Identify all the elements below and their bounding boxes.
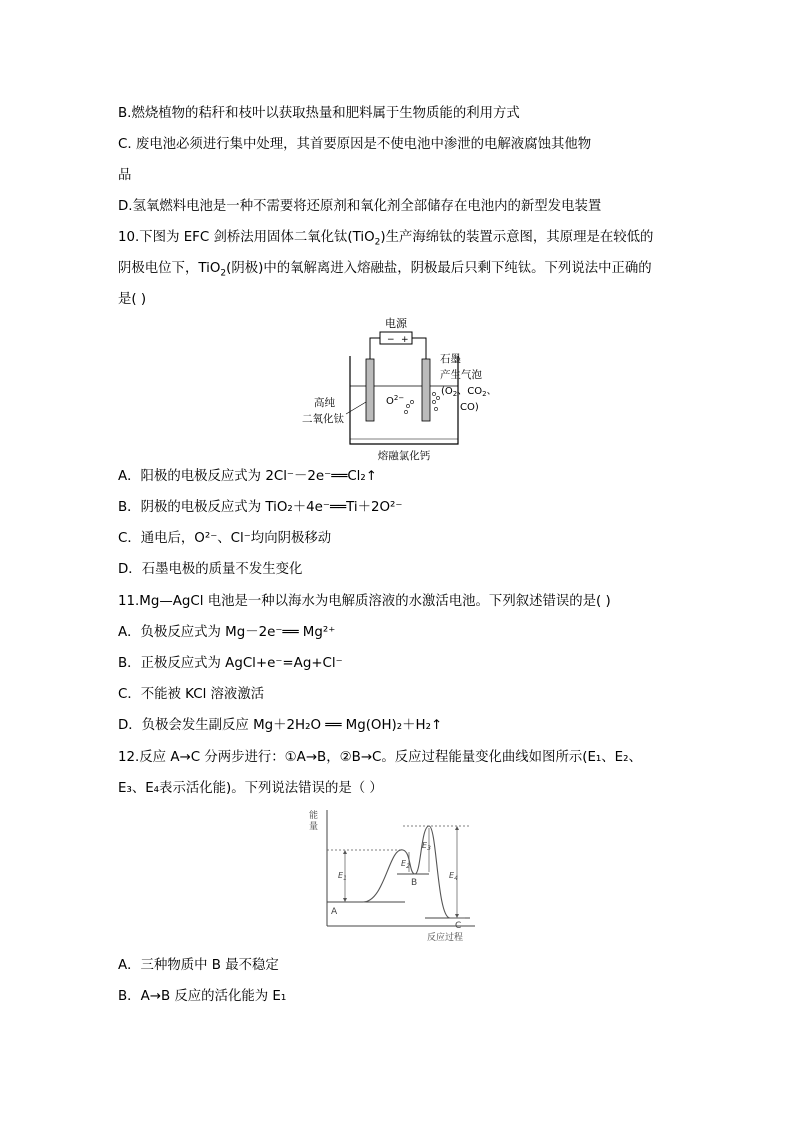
cathode-leader <box>346 402 366 414</box>
electrolysis-figure <box>300 314 500 464</box>
y-axis-label-1: 能 <box>309 811 319 821</box>
q10-option-a: A．阳极的电极反应式为 2Cl⁻－2e⁻══Cl₂↑ <box>118 469 377 484</box>
anode-graphite <box>422 359 430 421</box>
gases-label-line1: ($O_2$、$CO_2$、 <box>441 386 497 398</box>
e4-label: $E_4$ <box>449 871 458 882</box>
q12-option-b: B．A→B 反应的活化能为 E₁ <box>118 989 287 1004</box>
gases-label-line2: CO) <box>460 402 479 413</box>
melt-label: 熔融氯化钙 <box>377 450 431 462</box>
bubbles-label: 产生气泡 <box>440 369 482 381</box>
e2-label: $E_2$ <box>401 859 410 870</box>
minus-sign: − <box>387 335 395 345</box>
option-c-prev-line1: C. 废电池必须进行集中处理，其首要原因是不使电池中渗泄的电解液腐蚀其他物 <box>118 137 592 152</box>
bubble <box>404 410 407 413</box>
q10-stem-line3: 是( ) <box>118 292 147 307</box>
bubble <box>436 396 439 399</box>
q10-option-d: D．石墨电极的质量不发生变化 <box>118 562 303 577</box>
q11-option-d: D．负极会发生副反应 Mg＋2H₂O ══ Mg(OH)₂＋H₂↑ <box>118 718 443 733</box>
q11-option-b: B．正极反应式为 AgCl+e⁻=Ag+Cl⁻ <box>118 656 343 671</box>
bubble <box>432 400 435 403</box>
option-b-prev: B.燃烧植物的秸秆和枝叶以获取热量和肥料属于生物质能的利用方式 <box>118 106 520 121</box>
e3-label: $E_3$ <box>422 841 431 852</box>
power-label: 电源 <box>385 317 407 330</box>
q12-stem-line2: E₃、E₄表示活化能)。下列说法错误的是（ ） <box>118 781 383 796</box>
wire-right <box>412 338 426 362</box>
option-c-prev-line2: 品 <box>118 168 132 183</box>
species-c-label: C <box>455 921 462 931</box>
bubble <box>434 407 437 410</box>
q10-option-c: C．通电后，O²⁻、Cl⁻均向阴极移动 <box>118 531 332 546</box>
species-b-label: B <box>411 878 418 888</box>
x-axis-label: 反应过程 <box>427 933 464 943</box>
y-axis-label-2: 量 <box>309 822 319 832</box>
q12-stem-line1: 12.反应 A→C 分两步进行：①A→B，②B→C。反应过程能量变化曲线如图所示(E₁、E₂、 <box>118 750 642 765</box>
e1-label: $E_1$ <box>338 871 347 882</box>
q11-option-c: C．不能被 KCl 溶液激活 <box>118 687 265 702</box>
graphite-label: 石墨 <box>440 353 461 365</box>
cathode-tio2 <box>366 359 374 421</box>
bubble <box>432 392 435 395</box>
q10-stem-line2: 阴极电位下，TiO$_2$(阴极)中的氧解离进入熔融盐，阴极最后只剩下纯钛。下列说法中正确的 <box>118 261 652 279</box>
energy-diagram <box>305 806 495 946</box>
q11-option-a: A．负极反应式为 Mg－2e⁻══ Mg²⁺ <box>118 625 336 640</box>
q10-stem-line1: 10.下图为 EFC 剑桥法用固体二氧化钛(TiO$_2$)生产海绵钛的装置示意图，其原理是在较低的 <box>118 230 654 248</box>
species-a-label: A <box>331 907 338 917</box>
bubble <box>410 400 413 403</box>
ion-label: $O^{2-}$ <box>386 394 405 407</box>
cathode-label-line2: 二氧化钛 <box>302 413 344 425</box>
bubble <box>406 404 409 407</box>
cathode-label-line1: 高纯 <box>314 397 335 409</box>
plus-sign: + <box>401 335 409 345</box>
option-d-prev: D.氢氧燃料电池是一种不需要将还原剂和氧化剂全部储存在电池内的新型发电装置 <box>118 199 602 214</box>
q12-option-a: A．三种物质中 B 最不稳定 <box>118 958 279 973</box>
wire-left <box>370 338 380 362</box>
q11-stem: 11.Mg—AgCl 电池是一种以海水为电解质溶液的水激活电池。下列叙述错误的是( ) <box>118 594 611 609</box>
q10-option-b: B．阴极的电极反应式为 TiO₂＋4e⁻══Ti＋2O²⁻ <box>118 500 403 515</box>
